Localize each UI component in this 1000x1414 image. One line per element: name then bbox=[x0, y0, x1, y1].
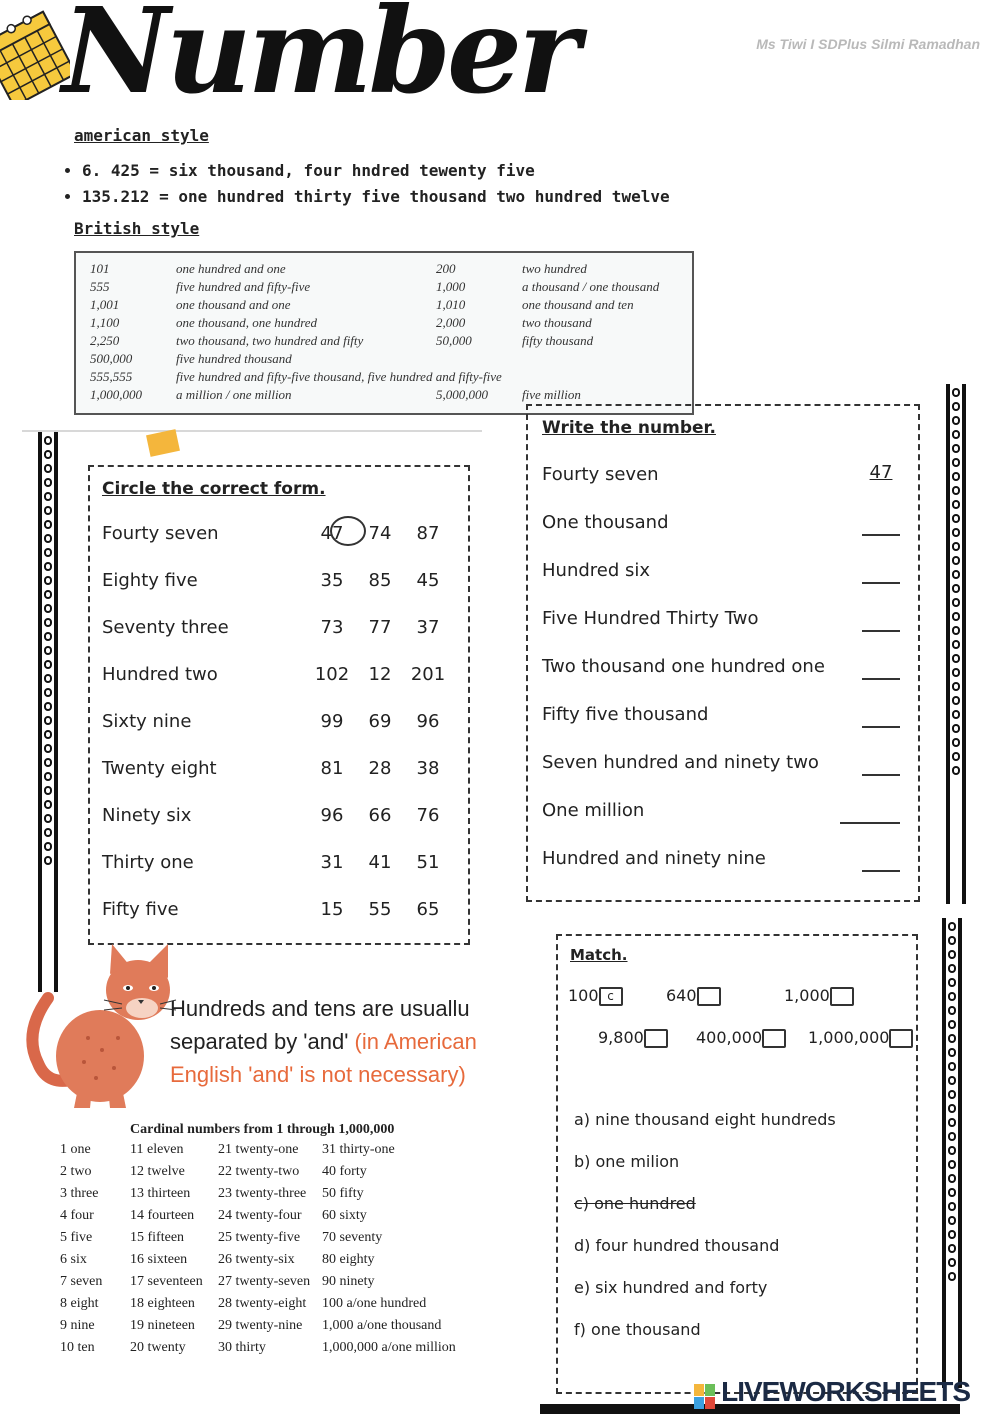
cardinal-entry: 5 five bbox=[60, 1230, 93, 1245]
liveworksheets-logo bbox=[694, 1376, 970, 1410]
film-hole bbox=[948, 1258, 956, 1267]
match-option[interactable]: f) one thousand bbox=[574, 1320, 701, 1339]
circle-option[interactable]: 41 bbox=[368, 852, 392, 873]
write-row-label: One million bbox=[542, 800, 645, 821]
british-words: five hundred thousand bbox=[176, 351, 292, 366]
circle-row-label: Ninety six bbox=[102, 805, 192, 826]
film-hole bbox=[948, 1202, 956, 1211]
film-hole bbox=[952, 724, 960, 733]
american-style-heading: american style bbox=[74, 126, 209, 145]
circle-row-label: Hundred two bbox=[102, 664, 218, 685]
british-words: one thousand and ten bbox=[522, 297, 634, 312]
circle-option[interactable]: 66 bbox=[368, 805, 392, 826]
cardinal-title: Cardinal numbers from 1 through 1,000,000 bbox=[130, 1122, 395, 1137]
film-hole bbox=[948, 1132, 956, 1141]
cardinal-entry: 1,000,000 a/one million bbox=[322, 1340, 456, 1355]
circle-option[interactable]: 65 bbox=[416, 899, 440, 920]
cardinal-entry: 23 twenty-three bbox=[218, 1186, 307, 1201]
film-hole bbox=[948, 964, 956, 973]
circle-row-label: Fourty seven bbox=[102, 523, 219, 544]
match-answer-box[interactable] bbox=[644, 1029, 668, 1048]
cardinal-entry: 20 twenty bbox=[130, 1340, 186, 1355]
british-words: one thousand and one bbox=[176, 297, 291, 312]
film-hole bbox=[948, 950, 956, 959]
write-answer-field[interactable] bbox=[862, 510, 900, 536]
answer-circle bbox=[328, 513, 368, 549]
film-hole bbox=[952, 542, 960, 551]
write-answer-field[interactable] bbox=[862, 702, 900, 728]
match-number: 640 bbox=[666, 986, 721, 1006]
circle-option[interactable]: 15 bbox=[320, 899, 344, 920]
liveworksheets-brand: LIVEWORKSHEETS bbox=[721, 1376, 971, 1407]
british-number: 555 bbox=[90, 279, 110, 294]
write-row-label: Two thousand one hundred one bbox=[542, 656, 825, 677]
film-hole bbox=[44, 464, 52, 473]
film-hole bbox=[952, 528, 960, 537]
match-option[interactable]: d) four hundred thousand bbox=[574, 1236, 780, 1255]
page-title: Number bbox=[62, 0, 577, 120]
match-exercise bbox=[556, 934, 918, 1394]
match-answer-box[interactable] bbox=[697, 987, 721, 1006]
circle-option[interactable]: 74 bbox=[368, 523, 392, 544]
cardinal-entry: 1 one bbox=[60, 1142, 91, 1157]
cardinal-entry: 27 twenty-seven bbox=[218, 1274, 311, 1289]
match-option[interactable]: a) nine thousand eight hundreds bbox=[574, 1110, 836, 1129]
film-hole bbox=[948, 1062, 956, 1071]
cardinal-entry: 4 four bbox=[60, 1208, 94, 1223]
circle-option[interactable]: 28 bbox=[368, 758, 392, 779]
write-row-label: Five Hundred Thirty Two bbox=[542, 608, 759, 629]
film-hole bbox=[948, 1216, 956, 1225]
tip-line: English 'and' is not necessary) bbox=[170, 1062, 466, 1087]
british-words: a thousand / one thousand bbox=[522, 279, 660, 294]
film-hole bbox=[44, 520, 52, 529]
film-hole bbox=[952, 598, 960, 607]
film-hole bbox=[952, 654, 960, 663]
cardinal-entry: 21 twenty-one bbox=[218, 1142, 299, 1157]
write-answer-field[interactable]: 47 bbox=[869, 462, 893, 483]
british-number: 500,000 bbox=[90, 351, 133, 366]
film-hole bbox=[952, 612, 960, 621]
film-hole bbox=[44, 856, 52, 865]
film-hole bbox=[44, 450, 52, 459]
write-answer-field[interactable] bbox=[862, 606, 900, 632]
tip-line: separated by 'and' (in American bbox=[170, 1029, 477, 1054]
film-hole bbox=[44, 576, 52, 585]
write-row-label: Seven hundred and ninety two bbox=[542, 752, 819, 773]
cardinal-entry: 1,000 a/one thousand bbox=[322, 1318, 442, 1333]
cardinal-entry: 26 twenty-six bbox=[218, 1252, 295, 1267]
cardinal-table bbox=[60, 1142, 500, 1366]
circle-row-label: Twenty eight bbox=[102, 758, 217, 779]
write-row-label: Fourty seven bbox=[542, 464, 659, 485]
match-number: 9,800 bbox=[598, 1028, 668, 1048]
british-words: one thousand, one hundred bbox=[176, 315, 318, 330]
circle-option[interactable]: 85 bbox=[368, 570, 392, 591]
cardinal-entry: 31 thirty-one bbox=[322, 1142, 395, 1157]
cardinal-entry: 14 fourteen bbox=[130, 1208, 195, 1223]
cardinal-entry: 60 sixty bbox=[322, 1208, 367, 1223]
film-hole bbox=[948, 1090, 956, 1099]
circle-exercise-title: Circle the correct form. bbox=[102, 479, 326, 499]
film-hole bbox=[952, 444, 960, 453]
film-hole bbox=[952, 458, 960, 467]
film-hole bbox=[44, 688, 52, 697]
film-hole bbox=[948, 1048, 956, 1057]
film-hole bbox=[948, 922, 956, 931]
cardinal-entry: 3 three bbox=[60, 1186, 99, 1201]
film-hole bbox=[44, 772, 52, 781]
british-words: two hundred bbox=[522, 261, 587, 276]
film-hole bbox=[952, 640, 960, 649]
circle-row-label: Eighty five bbox=[102, 570, 198, 591]
american-examples bbox=[62, 158, 670, 210]
film-hole bbox=[948, 1272, 956, 1281]
film-hole bbox=[44, 758, 52, 767]
circle-option[interactable]: 73 bbox=[320, 617, 344, 638]
circle-option[interactable]: 47 bbox=[320, 523, 344, 544]
circle-option[interactable]: 96 bbox=[416, 711, 440, 732]
write-row-label: Hundred and ninety nine bbox=[542, 848, 766, 869]
cardinal-entry: 28 twenty-eight bbox=[218, 1296, 307, 1311]
film-hole bbox=[44, 590, 52, 599]
film-hole bbox=[948, 978, 956, 987]
author-credit: Ms Tiwi I SDPlus Silmi Ramadhan bbox=[756, 36, 980, 52]
cardinal-entry: 2 two bbox=[60, 1164, 92, 1179]
film-hole bbox=[952, 766, 960, 775]
film-hole bbox=[44, 436, 52, 445]
circle-row-label: Fifty five bbox=[102, 899, 179, 920]
circle-row-label: Seventy three bbox=[102, 617, 229, 638]
film-hole bbox=[44, 660, 52, 669]
match-option[interactable]: e) six hundred and forty bbox=[574, 1278, 768, 1297]
british-style-heading: British style bbox=[74, 219, 200, 238]
cat-illustration bbox=[18, 938, 178, 1110]
film-hole bbox=[952, 500, 960, 509]
circle-option[interactable]: 96 bbox=[320, 805, 344, 826]
film-hole bbox=[952, 556, 960, 565]
british-number: 1,100 bbox=[90, 315, 120, 330]
film-hole bbox=[948, 1146, 956, 1155]
write-row-label: Fifty five thousand bbox=[542, 704, 709, 725]
circle-option[interactable]: 102 bbox=[314, 664, 350, 685]
cardinal-entry: 70 seventy bbox=[322, 1230, 383, 1245]
circle-row-label: Sixty nine bbox=[102, 711, 192, 732]
circle-option[interactable]: 76 bbox=[416, 805, 440, 826]
match-option[interactable]: c) one hundred bbox=[574, 1194, 696, 1213]
film-hole bbox=[952, 402, 960, 411]
circle-option[interactable]: 38 bbox=[416, 758, 440, 779]
write-answer-field[interactable] bbox=[862, 558, 900, 584]
british-number: 2,000 bbox=[436, 315, 466, 330]
cardinal-entry: 29 twenty-nine bbox=[218, 1318, 303, 1333]
film-hole bbox=[952, 514, 960, 523]
british-words: a million / one million bbox=[176, 387, 292, 402]
film-hole bbox=[44, 632, 52, 641]
film-hole bbox=[44, 842, 52, 851]
cardinal-entry: 7 seven bbox=[60, 1274, 103, 1289]
film-hole bbox=[948, 1034, 956, 1043]
write-row-label: One thousand bbox=[542, 512, 669, 533]
cardinal-entry: 90 ninety bbox=[322, 1274, 375, 1289]
british-number: 101 bbox=[90, 261, 110, 276]
cardinal-entry: 25 twenty-five bbox=[218, 1230, 301, 1245]
british-words: two thousand bbox=[522, 315, 592, 330]
american-example: • 135.212 = one hundred thirty five thousand two hundred twelve bbox=[82, 184, 670, 210]
cardinal-entry: 18 eighteen bbox=[130, 1296, 195, 1311]
film-hole bbox=[952, 626, 960, 635]
film-hole bbox=[948, 1076, 956, 1085]
film-hole bbox=[948, 1244, 956, 1253]
match-option[interactable]: b) one milion bbox=[574, 1152, 680, 1171]
match-number: 1,000,000 bbox=[808, 1028, 913, 1048]
british-style-table bbox=[74, 251, 694, 415]
british-words: five hundred and fifty-five thousand, five hundred and fifty-five bbox=[176, 369, 502, 384]
write-answer-field[interactable] bbox=[840, 798, 900, 824]
cardinal-entry: 24 twenty-four bbox=[218, 1208, 302, 1223]
write-answer-field[interactable] bbox=[862, 654, 900, 680]
match-number: 100 c bbox=[568, 986, 623, 1006]
cardinal-entry: 40 forty bbox=[322, 1164, 367, 1179]
circle-option[interactable]: 77 bbox=[368, 617, 392, 638]
film-hole bbox=[948, 1174, 956, 1183]
film-hole bbox=[952, 668, 960, 677]
circle-option[interactable]: 81 bbox=[320, 758, 344, 779]
circle-option[interactable]: 37 bbox=[416, 617, 440, 638]
film-hole bbox=[948, 1188, 956, 1197]
british-words: five million bbox=[522, 387, 581, 402]
divider bbox=[22, 430, 482, 432]
write-exercise bbox=[526, 404, 920, 902]
film-hole bbox=[948, 936, 956, 945]
film-hole bbox=[44, 548, 52, 557]
write-row-label: Hundred six bbox=[542, 560, 651, 581]
match-answer-box[interactable] bbox=[762, 1029, 786, 1048]
liveworksheets-icon bbox=[694, 1384, 716, 1410]
circle-exercise bbox=[88, 465, 470, 945]
cardinal-entry: 9 nine bbox=[60, 1318, 95, 1333]
film-hole bbox=[44, 800, 52, 809]
british-number: 1,000 bbox=[436, 279, 466, 294]
cardinal-entry: 80 eighty bbox=[322, 1252, 375, 1267]
british-number: 5,000,000 bbox=[436, 387, 488, 402]
film-hole bbox=[948, 1020, 956, 1029]
circle-row-label: Thirty one bbox=[102, 852, 194, 873]
cardinal-entry: 13 thirteen bbox=[130, 1186, 191, 1201]
tip-line: Hundreds and tens are usuallu bbox=[170, 996, 470, 1021]
film-hole bbox=[44, 492, 52, 501]
film-hole bbox=[948, 1118, 956, 1127]
match-answer-box[interactable]: c bbox=[599, 987, 623, 1006]
calendar-icon bbox=[0, 0, 70, 100]
circle-option[interactable]: 12 bbox=[368, 664, 392, 685]
cardinal-entry: 10 ten bbox=[60, 1340, 95, 1355]
film-hole bbox=[44, 730, 52, 739]
film-hole bbox=[952, 682, 960, 691]
cardinal-entry: 11 eleven bbox=[130, 1142, 184, 1157]
film-hole bbox=[44, 786, 52, 795]
film-hole bbox=[952, 752, 960, 761]
film-hole bbox=[44, 702, 52, 711]
tape-decoration bbox=[146, 429, 180, 457]
film-hole bbox=[44, 478, 52, 487]
film-hole bbox=[948, 1230, 956, 1239]
film-hole bbox=[44, 604, 52, 613]
film-hole bbox=[44, 534, 52, 543]
circle-option[interactable]: 87 bbox=[416, 523, 440, 544]
film-hole bbox=[952, 696, 960, 705]
film-hole bbox=[44, 716, 52, 725]
british-number: 2,250 bbox=[90, 333, 120, 348]
cardinal-entry: 50 fifty bbox=[322, 1186, 364, 1201]
write-answer-field[interactable] bbox=[862, 846, 900, 872]
british-words: two thousand, two hundred and fifty bbox=[176, 333, 364, 348]
film-hole bbox=[44, 828, 52, 837]
and-usage-tip bbox=[170, 992, 550, 1091]
british-words: five hundred and fifty-five bbox=[176, 279, 311, 294]
film-hole bbox=[44, 674, 52, 683]
film-hole bbox=[952, 738, 960, 747]
match-answer-box[interactable] bbox=[830, 987, 854, 1006]
british-number: 1,001 bbox=[90, 297, 120, 312]
circle-option[interactable]: 99 bbox=[320, 711, 344, 732]
cardinal-entry: 6 six bbox=[60, 1252, 87, 1267]
cardinal-entry: 12 twelve bbox=[130, 1164, 185, 1179]
british-number: 1,000,000 bbox=[90, 387, 142, 402]
film-hole bbox=[952, 584, 960, 593]
film-strip-right bbox=[946, 384, 966, 904]
film-hole bbox=[44, 618, 52, 627]
film-hole bbox=[952, 472, 960, 481]
write-exercise-title: Write the number. bbox=[542, 418, 716, 438]
british-number: 50,000 bbox=[436, 333, 472, 348]
circle-option[interactable]: 51 bbox=[416, 852, 440, 873]
cardinal-entry: 15 fifteen bbox=[130, 1230, 185, 1245]
circle-option[interactable]: 55 bbox=[368, 899, 392, 920]
film-hole bbox=[952, 388, 960, 397]
film-hole bbox=[44, 814, 52, 823]
cardinal-entry: 22 twenty-two bbox=[218, 1164, 300, 1179]
british-number: 1,010 bbox=[436, 297, 466, 312]
match-number: 400,000 bbox=[696, 1028, 786, 1048]
film-hole bbox=[44, 506, 52, 515]
cardinal-entry: 16 sixteen bbox=[130, 1252, 188, 1267]
circle-option[interactable]: 31 bbox=[320, 852, 344, 873]
film-hole bbox=[44, 562, 52, 571]
british-words: fifty thousand bbox=[522, 333, 594, 348]
circle-option[interactable]: 69 bbox=[368, 711, 392, 732]
film-strip-right-lower bbox=[942, 918, 962, 1388]
match-exercise-title: Match. bbox=[570, 946, 628, 964]
american-example: • 6. 425 = six thousand, four hndred tewenty five bbox=[82, 158, 670, 184]
film-strip-left bbox=[38, 432, 58, 992]
film-hole bbox=[952, 570, 960, 579]
film-hole bbox=[952, 486, 960, 495]
film-hole bbox=[952, 710, 960, 719]
cardinal-entry: 19 nineteen bbox=[130, 1318, 195, 1333]
film-hole bbox=[948, 1006, 956, 1015]
write-answer-field[interactable] bbox=[862, 750, 900, 776]
cardinal-entry: 17 seventeen bbox=[130, 1274, 203, 1289]
film-hole bbox=[44, 744, 52, 753]
cardinal-entry: 100 a/one hundred bbox=[322, 1296, 427, 1311]
circle-option[interactable]: 201 bbox=[410, 664, 446, 685]
cardinal-entry: 8 eight bbox=[60, 1296, 99, 1311]
cardinal-entry: 30 thirty bbox=[218, 1340, 266, 1355]
match-number: 1,000 bbox=[784, 986, 854, 1006]
film-hole bbox=[948, 992, 956, 1001]
british-number: 555,555 bbox=[90, 369, 133, 384]
film-hole bbox=[948, 1160, 956, 1169]
british-words: one hundred and one bbox=[176, 261, 286, 276]
match-answer-box[interactable] bbox=[889, 1029, 913, 1048]
film-hole bbox=[44, 646, 52, 655]
film-hole bbox=[952, 430, 960, 439]
circle-option[interactable]: 35 bbox=[320, 570, 344, 591]
film-hole bbox=[952, 416, 960, 425]
circle-option[interactable]: 45 bbox=[416, 570, 440, 591]
film-hole bbox=[948, 1104, 956, 1113]
british-number: 200 bbox=[436, 261, 456, 276]
